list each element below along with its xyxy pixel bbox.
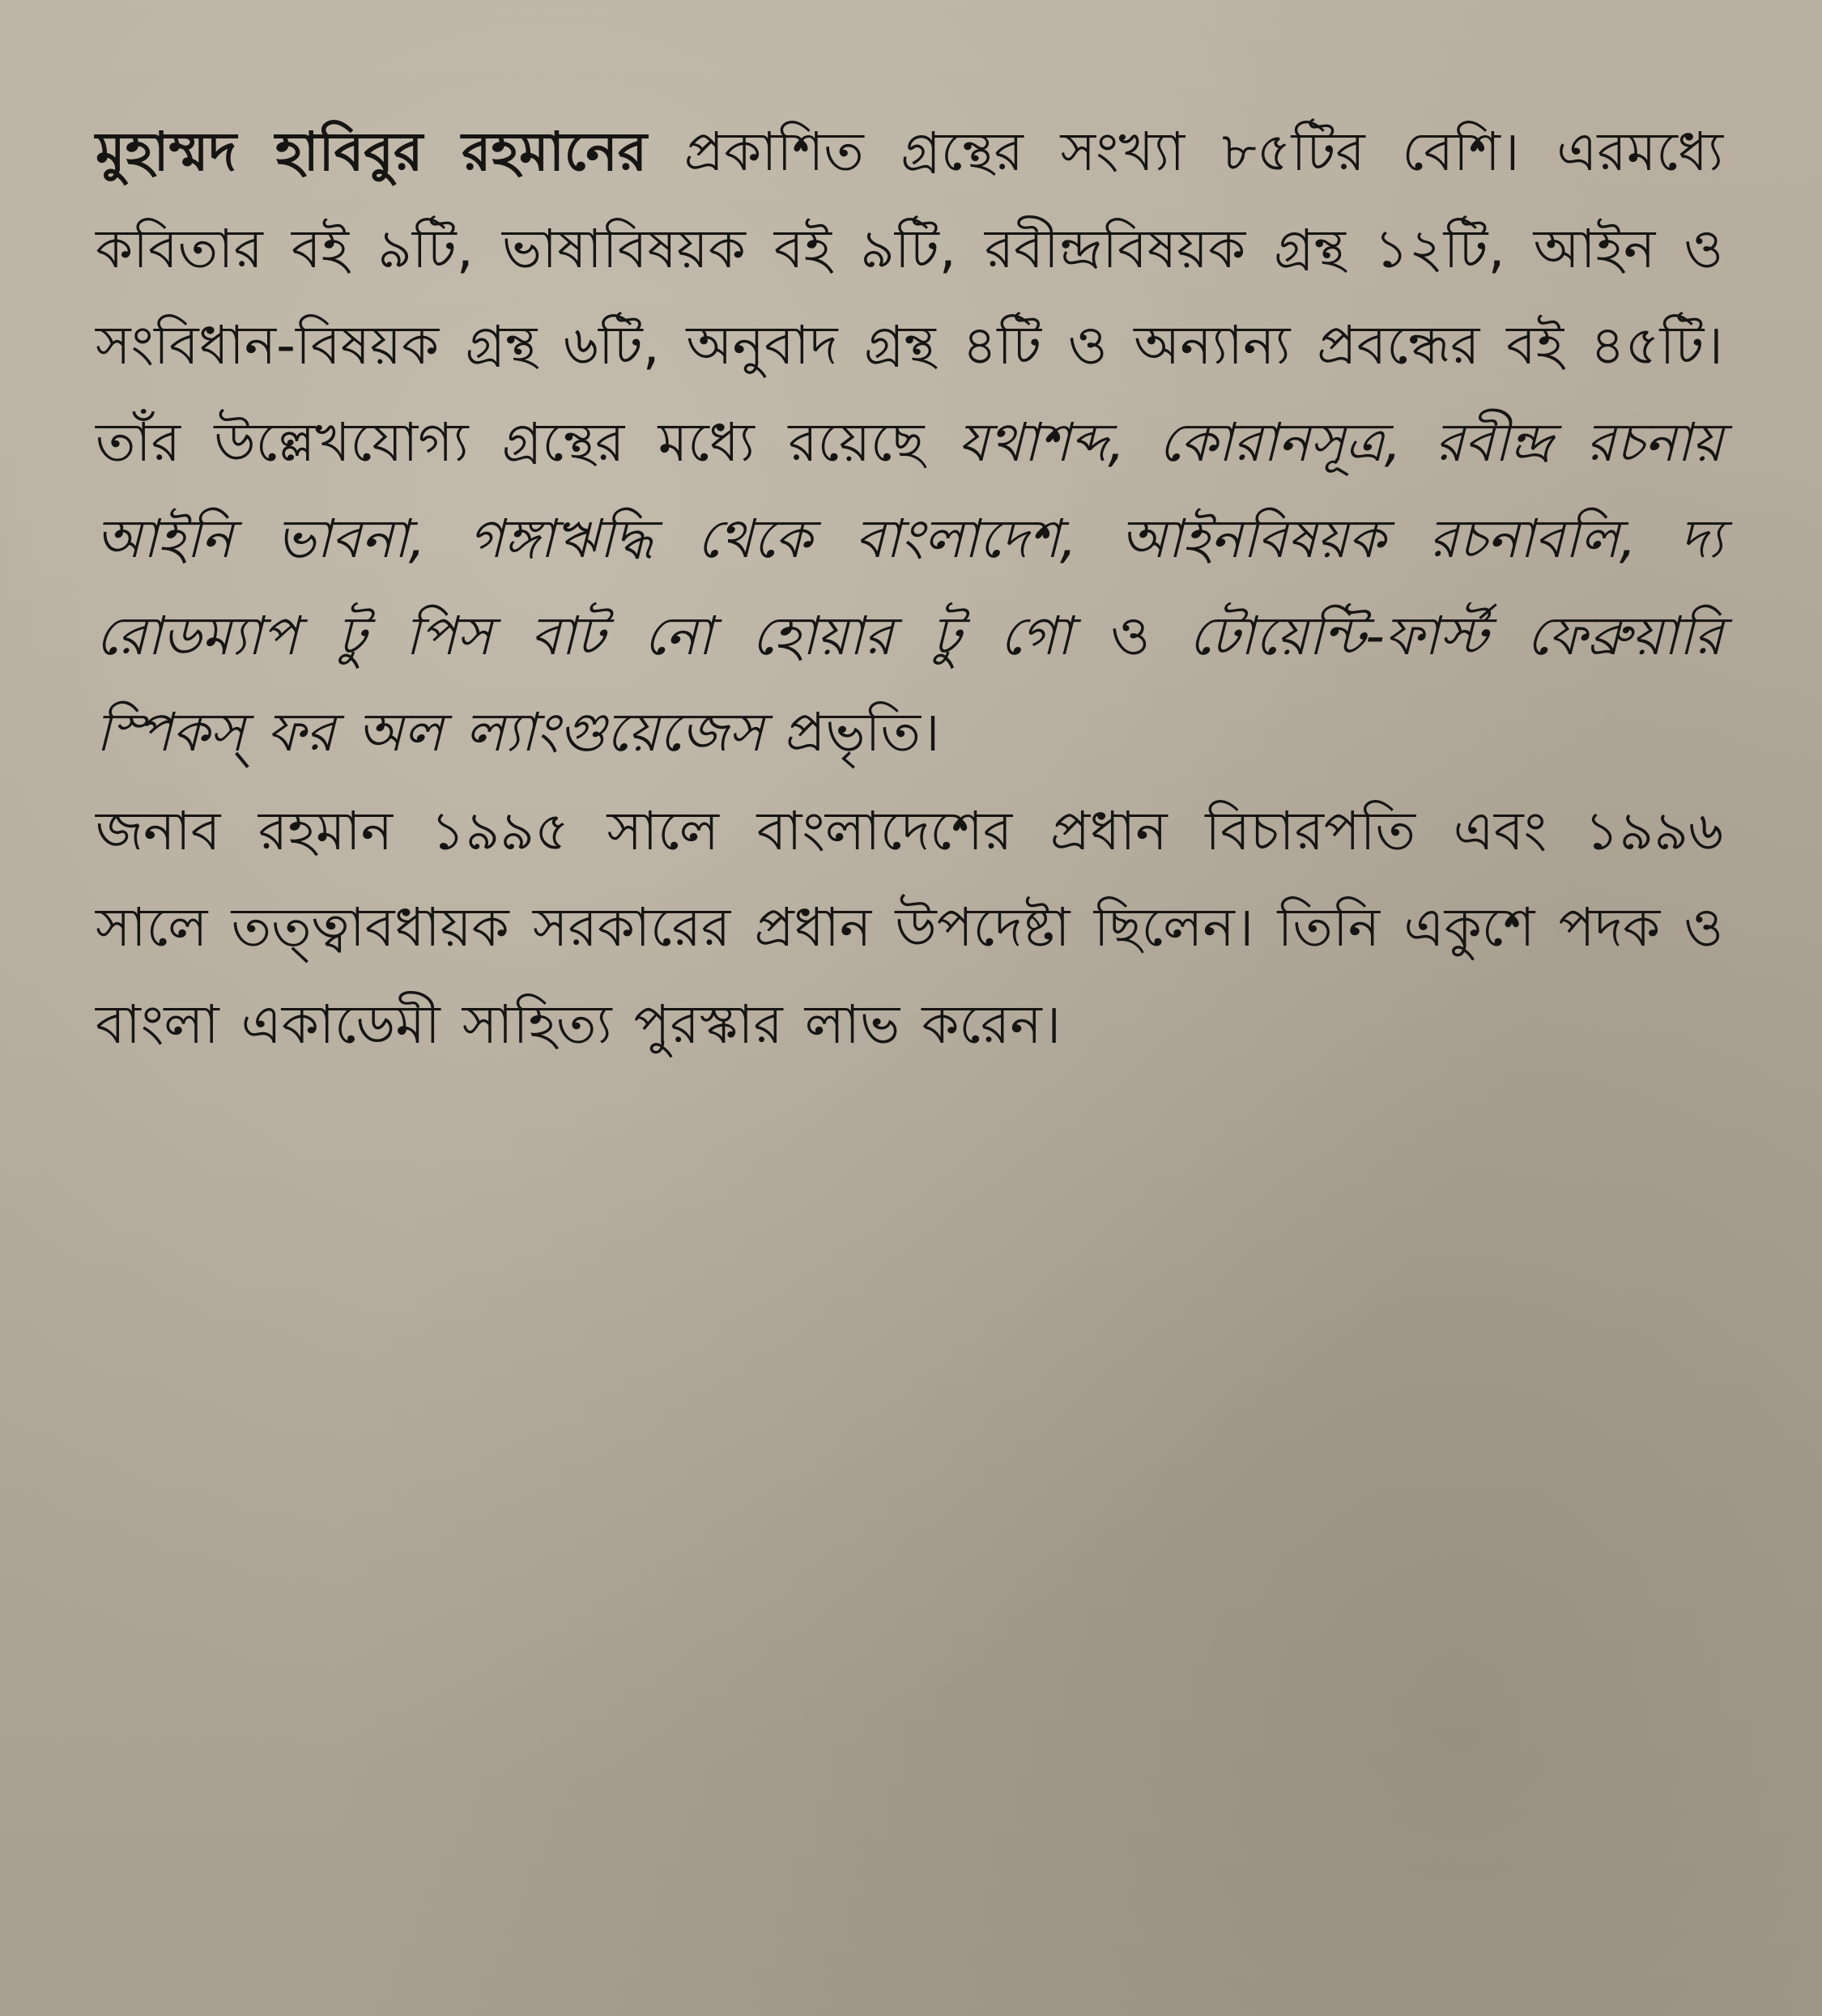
- titles-joiner: ও: [1071, 604, 1189, 667]
- author-name: মুহাম্মদ হাবিবুর রহমানের: [96, 121, 648, 183]
- publications-ending: প্রভৃতি।: [764, 701, 940, 763]
- bio-paragraph-publications: [96, 104, 1723, 781]
- book-titles: যথাশব্দ, কোরানসূত্র, রবীন্দ্র রচনায় আইনি ভাবনা, গঙ্গাঋদ্ধি থেকে বাংলাদেশ, আইনবিষয়ক রচনাবলি, দ্য রোডম্যাপ টু পিস বাট নো হোয়ার টু গো: [96, 410, 1723, 667]
- bio-paragraph-career: জনাব রহমান ১৯৯৫ সালে বাংলাদেশের প্রধান বিচারপতি এবং ১৯৯৬ সালে তত্ত্বাবধায়ক সরকারের প্রধান উপদেষ্টা ছিলেন। তিনি একুশে পদক ও বাংলা একাডেমী সাহিত্য পুরস্কার লাভ করেন।: [96, 799, 1724, 1056]
- publications-text: প্রকাশিত গ্রন্থের সংখ্যা ৮৫টির বেশি। এরমধ্যে কবিতার বই ৯টি, ভাষাবিষয়ক বই ৯টি, রবীন্দ্রবিষয়ক গ্রন্থ ১২টি, আইন ও সংবিধান-বিষয়ক গ্রন্থ ৬টি, অনুবাদ গ্রন্থ ৪টি ও অন্যান্য প্রবন্ধের বই ৪৫টি। তাঁর উল্লেখযোগ্য গ্রন্থের মধ্যে রয়েছে: [96, 121, 1724, 474]
- book-title-last: টোয়েন্টি-ফার্স্ট ফেব্রুয়ারি স্পিকস্ ফর অল ল্যাংগুয়েজেস: [96, 604, 1723, 763]
- book-page: [96, 104, 1723, 1073]
